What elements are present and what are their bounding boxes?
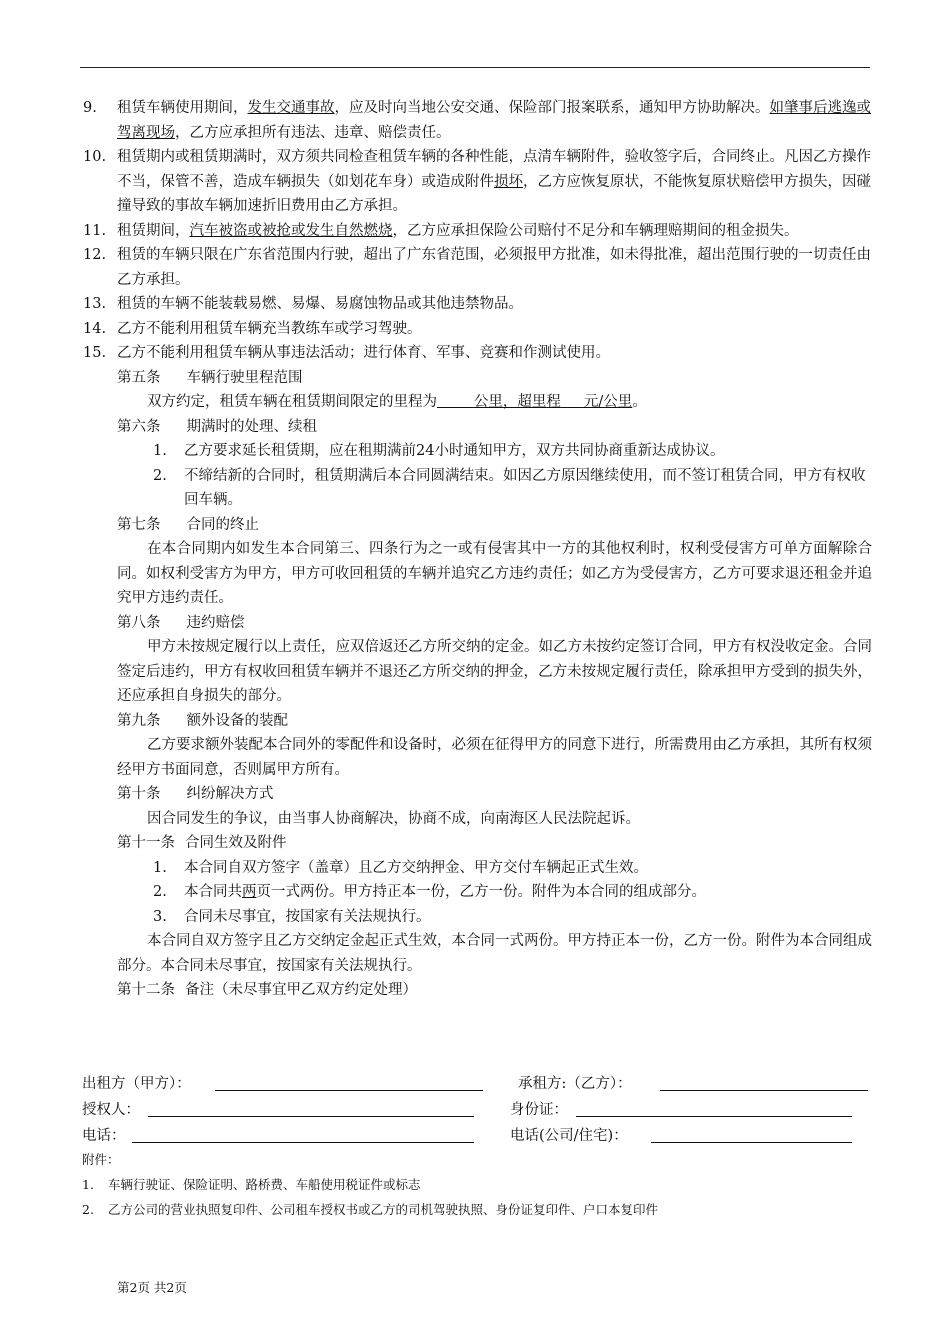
article-11-text: 本合同自双方签字且乙方交纳定金起正式生效，本合同一式两份。甲方持正本一份，乙方一份。附件为本合同组成部分。本合同未尽事宜，按国家有关法规执行。 <box>117 933 872 974</box>
article-10-heading: 第十条 纠纷解决方式 <box>117 786 274 802</box>
idcard-line <box>576 1116 852 1117</box>
underlined-text: 汽车被盗或被抢或发生自然燃烧 <box>189 222 393 239</box>
lessee-label: 承租方:（乙方）： <box>518 1076 632 1092</box>
contract-body <box>0 96 950 1003</box>
fee-blank <box>561 394 584 410</box>
article-9-text: 乙方要求额外装配本合同外的零配件和设备时，必须在征得甲方的同意下进行，所需费用由乙方承担，其所有权须经甲方书面同意，否则属甲方所有。 <box>117 737 872 778</box>
article-9-heading: 第九条 额外设备的装配 <box>117 712 288 729</box>
clause-10: 10. 租赁期内或租赁期满时，双方须共同检查租赁车辆的各种性能，点清车辆附件，验收签字后，合同终止。凡因乙方操作不当，保管不善，造成车辆损失（如划花车身）或造成附件损坏，乙方应恢复原状，不能恢复原状赔偿甲方损失，因碰撞导致的事故车辆加速折旧费用由乙方承担。 <box>83 149 871 214</box>
agent-label: 授权人： <box>82 1102 140 1118</box>
article-10-text: 因合同发生的争议，由当事人协商解决，协商不成，向南海区人民法院起诉。 <box>147 810 640 827</box>
mileage-blank <box>437 394 474 410</box>
underlined-text: 损坏 <box>494 173 523 190</box>
article-6-item: 1. 乙方要求延长租赁期，应在租期满前24小时通知甲方，双方共同协商重新达成协议。 <box>153 443 725 459</box>
article-7-text: 在本合同期内如发生本合同第三、四条行为之一或有侵害其中一方的其他权利时，权利受侵害方可单方面解除合同。如权利受害方为甲方，甲方可收回租赁的车辆并追究乙方违约责任；如乙方为受侵害方，乙方可要求退还租金并追究甲方违约责任。 <box>117 541 872 606</box>
clause-14: 14. 乙方不能利用租赁车辆充当教练车或学习驾驶。 <box>83 320 422 337</box>
phone2-line <box>651 1142 852 1143</box>
clause-13: 13. 租赁的车辆不能装载易燃、易爆、易腐蚀物品或其他违禁物品。 <box>83 296 523 312</box>
underlined-text: 两 <box>242 884 257 900</box>
article-5-heading: 第五条 车辆行驶里程范围 <box>117 369 303 386</box>
article-11-heading: 第十一条 合同生效及附件 <box>117 835 287 851</box>
article-12-heading: 第十二条 备注（未尽事宜甲乙双方约定处理） <box>117 982 417 998</box>
header-rule <box>80 67 870 68</box>
clause-12: 12. 租赁的车辆只限在广东省范围内行驶，超出了广东省范围，必须报甲方批准，如未得批准，超出范围行驶的一切责任由乙方承担。 <box>83 247 871 288</box>
clause-11: 11. 租赁期间，汽车被盗或被抢或发生自然燃烧，乙方应承担保险公司赔付不足分和车辆理赔期间的租金损失。 <box>83 222 799 239</box>
article-6-heading: 第六条 期满时的处理、续租 <box>117 418 317 435</box>
article-11-item: 3. 合同未尽事宜，按国家有关法规执行。 <box>153 908 431 925</box>
article-6-item: 2. 不缔结新的合同时，租赁期满后本合同圆满结束。如因乙方原因继续使用，而不签订租赁合同，甲方有权收回车辆。 <box>153 467 866 508</box>
attachment-item: 2. 乙方公司的营业执照复印件、公司租车授权书或乙方的司机驾驶执照、身份证复印件、户口本复印件 <box>82 1202 658 1217</box>
article-8-heading: 第八条 违约赔偿 <box>117 614 245 631</box>
underlined-text: 发生交通事故 <box>247 100 335 116</box>
phone-label: 电话： <box>82 1128 126 1144</box>
phone2-label: 电话(公司/住宅)： <box>510 1128 628 1144</box>
phone-line <box>132 1142 474 1143</box>
clause-15: 15. 乙方不能利用租赁车辆从事违法活动；进行体育、军事、竞赛和作测试使用。 <box>83 345 610 361</box>
lessor-label: 出租方（甲方）： <box>82 1076 191 1092</box>
article-7-heading: 第七条 合同的终止 <box>117 516 259 533</box>
attachment-item: 1. 车辆行驶证、保险证明、路桥费、车船使用税证件或标志 <box>82 1177 421 1192</box>
article-11-item: 2. 本合同共两页一式两份。甲方持正本一份，乙方一份。附件为本合同的组成部分。 <box>153 884 706 900</box>
agent-line <box>148 1116 474 1117</box>
article-8-text: 甲方未按规定履行以上责任，应双倍返还乙方所交纳的定金。如乙方未按约定签订合同，甲方有权没收定金。合同签定后违约，甲方有权收回租赁车辆并不退还乙方所交纳的押金，乙方未按规定履行责任，除承担甲方受到的损失外，还应承担自身损失的部分。 <box>117 639 872 704</box>
lessee-line <box>660 1090 868 1091</box>
page-number: 第2页 共2页 <box>117 1280 187 1295</box>
article-11-item: 1. 本合同自双方签字（盖章）且乙方交纳押金、甲方交付车辆起正式生效。 <box>153 859 648 876</box>
clause-9: 9. 租赁车辆使用期间，发生交通事故，应及时向当地公安交通、保险部门报案联系，通知甲方协助解决。如肇事后逃逸或驾离现场，乙方应承担所有违法、违章、赔偿责任。 <box>83 100 871 141</box>
underlined-text: 如肇事后逃逸或驾离现场 <box>117 100 871 141</box>
lessor-line <box>215 1090 483 1091</box>
attachments-label: 附件： <box>82 1152 120 1167</box>
idcard-label: 身份证： <box>510 1102 568 1118</box>
article-5-text: 双方约定，租赁车辆在租赁期间限定的里程为 公里，超里程 元/公里。 <box>147 394 647 410</box>
